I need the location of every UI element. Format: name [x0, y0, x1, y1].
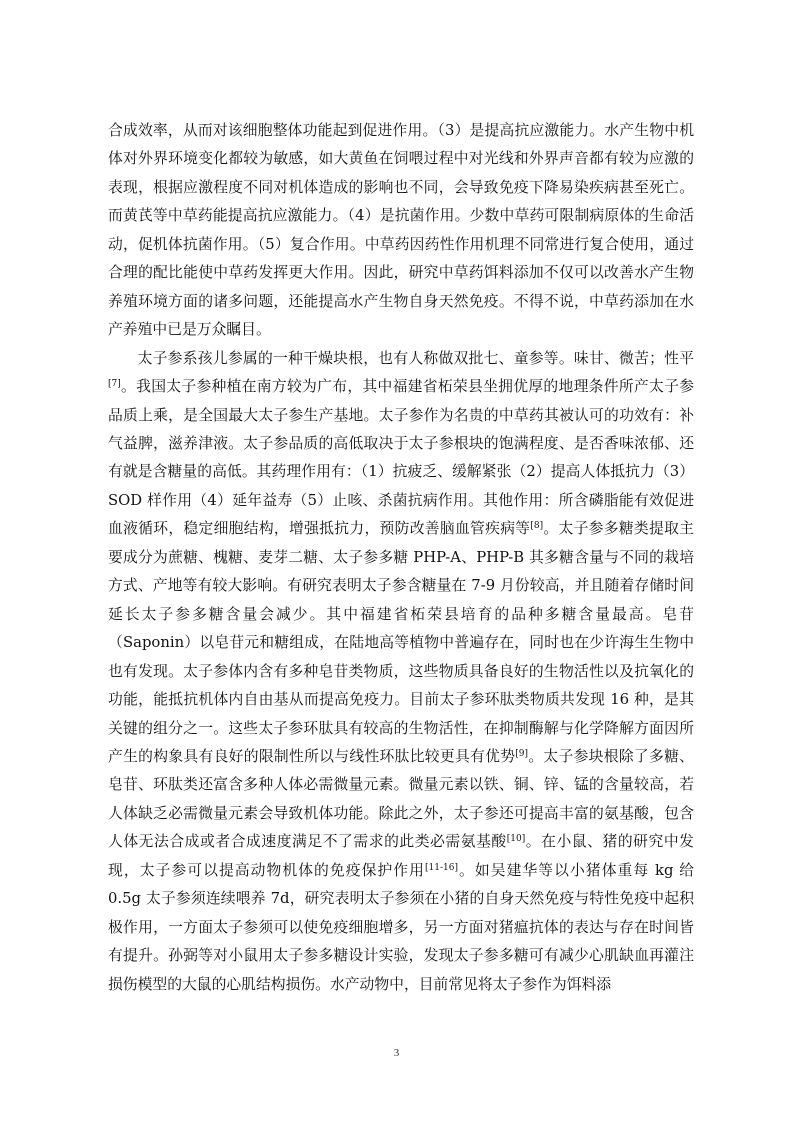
citation-ref: [9] — [515, 748, 529, 759]
page-number: 3 — [393, 1047, 400, 1059]
paragraph-text: 。我国太子参种植在南方较为广布，其中福建省柘荣县坐拥优厚的地理条件所产太子参品质上乘，是全国最大太子参生产基地。太子参作为名贵的中草药其被认可的功效有：补气益脾，滋养津液。太子参品质的高低取决于太子参根块的饱满程度、是否香味浓郁、还有就是含糖量的高低。其药理作用有：（1）抗疲乏、缓解紧张（2）提高人体抵抗力（3）SOD 样作用（4）延年益寿（5）止咳、杀菌抗病作用。其他作用：所含磷脂能有效促进血液循环，稳定细胞结构，增强抵抗力，预防改善脑血管疾病等 — [108, 378, 694, 538]
paragraph-text: 太子参系孩儿参属的一种干燥块根，也有人称做双批七、童参等。味甘、微苦；性平 — [137, 349, 694, 367]
paragraph-text: 。太子参块根除了多糖、皂苷、环肽类还富含多种人体必需微量元素。微量元素以铁、铜、锌、锰的含量较高，若人体缺乏必需微量元素会导致机体功能。除此之外，太子参还可提高丰富的氨基酸，包含人体无法合成或者合成速度满足不了需求的此类必需氨基酸 — [108, 747, 694, 851]
paragraph-text: 。在小鼠、猪的研究中发现，太子参可以提高动物机体的免疫保护作用 — [108, 833, 694, 879]
citation-ref: [7] — [108, 379, 121, 390]
body-text — [108, 117, 694, 999]
paragraph — [108, 345, 694, 999]
paragraph-text: 合成效率，从而对该细胞整体功能起到促进作用。（3）是提高抗应激能力。水产生物中机体对外界环境变化都较为敏感，如大黄鱼在饲喂过程中对光线和外界声音都有较为应激的表现，根据应激程度不同对机体造成的影响也不同，会导致免疫下降易染疾病甚至死亡。而黄芪等中草药能提高抗应激能力。（4）是抗菌作用。少数中草药可限制病原体的生命活动，促机体抗菌作用。（5）复合作用。中草药因药性作用机理不同常进行复合使用，通过合理的配比能使中草药发挥更大作用。因此，研究中草药饵料添加不仅可以改善水产生物养殖环境方面的诸多问题，还能提高水产生物自身天然免疫。不得不说，中草药添加在水产养殖中已是万众瞩目。 — [108, 122, 694, 339]
paragraph-text: 。太子参多糖类提取主要成分为蔗糖、槐糖、麦芽二糖、太子参多糖 PHP-A、PHP-B 其多糖含量与不同的栽培方式、产地等有较大影响。有研究表明太子参含糖量在 7-9 月份较高，并且随着存储时间延长太子参多糖含量会减少。其中福建省柘荣县培育的品种多糖含量最高。皂苷（Saponin）以皂苷元和糖组成，在陆地高等植物中普遍存在，同时也在少许海生生物中也有发现。太子参体内含有多种皂苷类物质，这些物质具备良好的生物活性以及抗氧化的功能，能抵抗机体内自由基从而提高免疫力。目前太子参环肽类物质共发现 16 种，是其关键的组分之一。这些太子参环肽具有较高的生物活性，在抑制酶解与化学降解方面因所产生的构象具有良好的限制性所以与线性环肽比较更具有优势 — [108, 520, 694, 765]
paragraph-text: 。如吴建华等以小猪体重每 kg 给 0.5g 太子参须连续喂养 7d，研究表明太子参须在小猪的自身天然免疫与特性免疫中起积极作用，一方面太子参须可以使免疫细胞增多，另一方面对猪瘟抗体的表达与存在时间皆有提升。孙弼等对小鼠用太子参多糖设计实验，发现太子参多糖可有减少心肌缺血再灌注损伤模型的大鼠的心肌结构损伤。水产动物中，目前常见将太子参作为饵料添 — [108, 861, 694, 993]
citation-ref: [8] — [530, 521, 544, 532]
citation-ref: [10] — [506, 834, 526, 845]
paragraph — [108, 117, 694, 345]
citation-ref: [11-16] — [425, 862, 458, 873]
